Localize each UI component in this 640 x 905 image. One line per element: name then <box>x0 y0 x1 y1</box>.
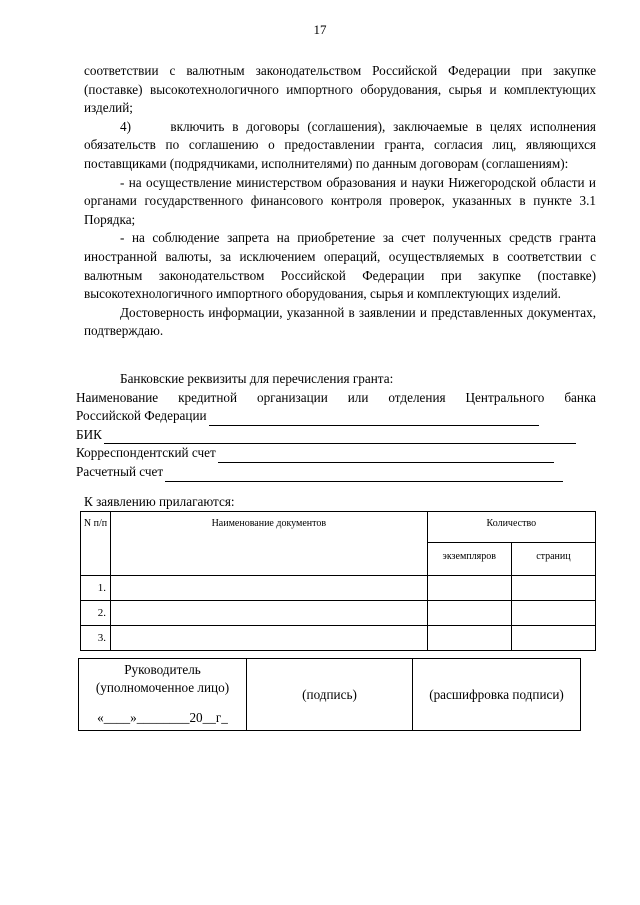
copies-cell[interactable] <box>427 626 511 651</box>
copies-cell[interactable] <box>427 601 511 626</box>
bank-details-header: Банковские реквизиты для перечисления гранта: <box>120 371 394 386</box>
header-copies: экземпляров <box>427 543 511 576</box>
paragraph-currency-ban: - на соблюдение запрета на приобретение за счет полученных средств гранта иностранной валюты, за исключением операций, осуществляемых в соответствии с валютным законодательством Российской Федерации при закупке (поставке) высокотехнологичного импортного оборудования, сырья и комплектующих изделий. <box>84 230 596 302</box>
table-row <box>81 576 596 601</box>
corr-account-field[interactable] <box>218 449 554 463</box>
attachments-title: К заявлению прилагаются: <box>84 494 235 509</box>
bik-label: БИК <box>76 426 102 442</box>
pages-cell[interactable] <box>511 576 595 601</box>
bank-org-label: Наименование кредитной организации или отделения Центрального банка <box>76 389 596 405</box>
signatory-role: Руководитель <box>124 662 201 677</box>
table-row <box>81 601 596 626</box>
pages-cell[interactable] <box>511 601 595 626</box>
signature-decode-cell[interactable] <box>413 659 581 731</box>
signatory-cell <box>79 659 247 731</box>
bank-org-label-cont: Российской Федерации <box>76 408 207 424</box>
pages-cell[interactable] <box>511 626 595 651</box>
paragraph-currency-clause: соответствии с валютным законодательством Российской Федерации при закупке (поставке) высокотехнологичного импортного оборудования, сырья и комплектующих изделий; <box>84 63 596 116</box>
doc-name-cell[interactable] <box>111 601 428 626</box>
account-row <box>76 463 596 482</box>
signature-date-field[interactable]: «____»________20__г_ <box>97 710 228 725</box>
doc-name-cell[interactable] <box>111 576 428 601</box>
bik-field[interactable] <box>104 430 576 444</box>
row-number: 2. <box>81 601 111 626</box>
signature-row <box>79 659 581 731</box>
attachments-table <box>80 511 596 651</box>
doc-name-cell[interactable] <box>111 626 428 651</box>
corr-account-row <box>76 444 596 463</box>
corr-account-label: Корреспондентский счет <box>76 445 216 461</box>
signature-cell[interactable] <box>247 659 413 731</box>
bank-org-field[interactable] <box>209 412 539 426</box>
signature-table <box>78 658 581 731</box>
account-label: Расчетный счет <box>76 463 164 479</box>
signatory-role-note: (уполномоченное лицо) <box>95 680 230 695</box>
application-body-text <box>84 62 596 341</box>
header-doc-name: Наименование документов <box>111 512 428 576</box>
table-header-row <box>81 512 596 543</box>
row-number: 3. <box>81 626 111 651</box>
header-quantity: Количество <box>427 512 595 543</box>
paragraph-inspection-consent: - на осуществление министерством образования и науки Нижегородской области и органами государственного финансового контроля проверок, указанных в пункте 3.1 Порядка; <box>84 174 596 227</box>
page-number: 17 <box>313 22 327 37</box>
paragraph-confirmation: Достоверность информации, указанной в заявлении и представленных документах, подтверждаю. <box>84 304 596 339</box>
table-row <box>81 626 596 651</box>
account-field[interactable] <box>165 468 563 482</box>
header-num: N п/п <box>81 512 111 576</box>
signature-decode-label: (расшифровка подписи) <box>429 686 564 702</box>
bank-org-row <box>76 407 596 426</box>
header-pages: страниц <box>511 543 595 576</box>
bank-details-section <box>76 370 596 482</box>
copies-cell[interactable] <box>427 576 511 601</box>
paragraph-item-4: 4) включить в договоры (соглашения), заключаемые в целях исполнения обязательств по соглашению о предоставлении гранта, согласия лиц, являющихся поставщиками (подрядчиками, исполнителями) по данным договорам (соглашениям): <box>84 118 596 171</box>
row-number: 1. <box>81 576 111 601</box>
bik-row <box>76 426 596 445</box>
signature-label: (подпись) <box>302 686 357 702</box>
